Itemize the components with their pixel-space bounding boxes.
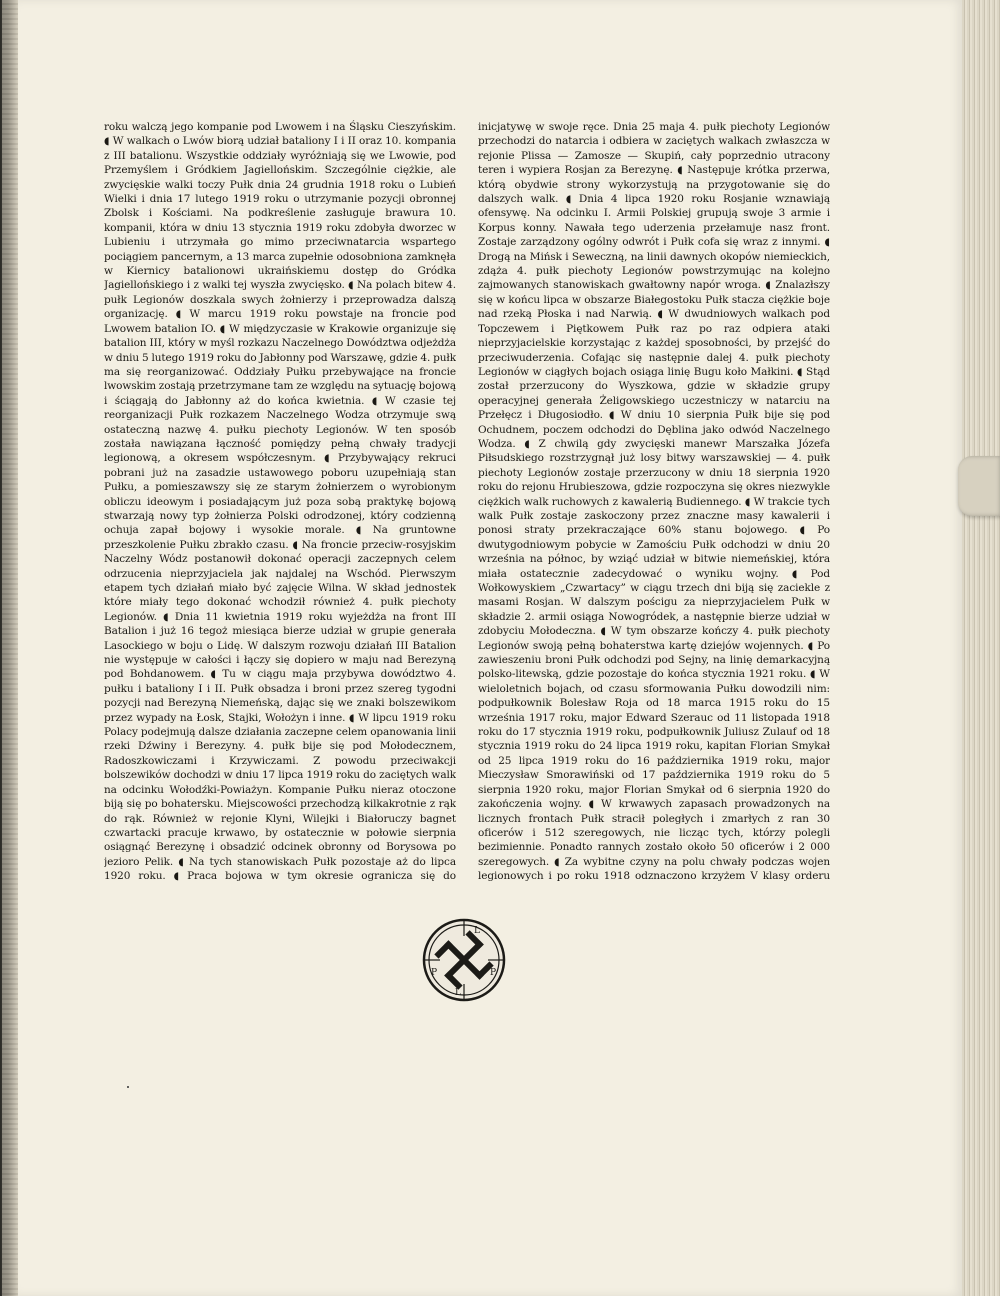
page-speck xyxy=(127,1086,129,1088)
text-column-right: inicjatywę w swoje ręce. Dnia 25 maja 4. pułk piechoty Legionów przechodzi do natarcia i odbiera w zaciętych walkach zwłaszcza w rejonie Plissa — Zamosze — Skupiń, cały poprzednio utracony teren i wypiera Rosjan za Berezynę. ◖ Następuje krótka przerwa, którą obydwie strony wykorzystują na przygotowanie się do dalszych walk. ◖ Dnia 4 lipca 1920 roku Rosjanie wznawiają ofensywę. Na odcinku I. Armii Polskiej grupują swoje 3 armie i Korpus konny. Nawała tego uderzenia przełamuje nasz front. Zostaje zarządzony ogólny odwrót i Pułk cofa się wraz z innymi. ◖ Drogą na Mińsk i Seweczną, na linii dawnych okopów niemieckich, zdąża 4. pułk piechoty Legionów powstrzymując na kolejno zajmowanych stanowiskach gwałtowny napór wroga. ◖ Znalazłszy się w końcu lipca w obszarze Białegostoku Pułk stacza ciężkie boje nad rzeką Płoska i nad Narwią. ◖ W dwudniowych walkach pod Topczewem i Piętkowem Pułk raz po raz odpiera ataki nieprzyjacielskie korzystając z każdej sposobności, by przejść do przeciwuderzenia. Cofając się następnie dalej 4. pułk piechoty Legionów w ciągłych bojach osiąga linię Bugu koło Małkini. ◖ Stąd został przerzucony do Wyszkowa, gdzie w składzie grupy operacyjnej generała Żeligowskiego uczestniczy w natarciu na Przełęcz i Długosiodło. ◖ W dniu 10 sierpnia Pułk bije się pod Ochudnem, poczem odchodzi do Dęblina jako odwód Naczelnego Wodza. ◖ Z chwilą gdy zwycięski manewr Marszałka Józefa Piłsudskiego rozstrzygnął już losy bitwy warszawskiej — 4. pułk piechoty Legionów zostaje przerzucony w dniu 18 sierpnia 1920 roku do rejonu Hrubieszowa, gdzie rozpoczyna się okres niezwykle ciężkich walk ruchowych z kawalerią Budiennego. ◖ W trakcie tych walk Pułk zostaje zaskoczony przez znaczne masy kawalerii i ponosi straty przekraczające 60% stanu bojowego. ◖ Po dwutygodniowym pobycie w Zamościu Pułk odchodzi w dniu 20 września na północ, by wziąć udział w bitwie niemeńskiej, która miała ostatecznie zadecydować o wyniku wojny. ◖ Pod Wołkowyskiem „Czwartacy” w ciągu trzech dni biją się zaciekle z masami Rosjan. W dalszym pościgu za nieprzyjacielem Pułk w składzie 2. armii osiąga Nowogródek, a następnie bierze udział w zdobyciu Mołodeczna. ◖ W tym obszarze kończy 4. pułk piechoty Legionów swoją pełną bohaterstwa kartę dziejów wojennych. ◖ Po zawieszeniu broni Pułk odchodzi pod Sejny, na linię demarkacyjną polsko-litewską, gdzie pozostaje do końca stycznia 1921 roku. ◖ W wieloletnich bojach, od czasu sformowania Pułku dowodzili nim: podpułkownik Bolesław Roja od 18 marca 1915 roku do 15 września 1917 roku, major Edward Szerauc od 11 listopada 1918 roku do 17 stycznia 1919 roku, podpułkownik Juliusz Zulauf od 18 stycznia 1919 roku do 24 lipca 1919 roku, kapitan Florian Smykał od 25 lipca 1919 roku do 16 października 1919 roku, major Mieczysław Smorawiński od 17 października 1919 roku do 5 sierpnia 1920 roku, major Florian Smykał od 6 sierpnia 1920 do zakończenia wojny. ◖ W krwawych zapasach prowadzonych na licznych frontach Pułk stracił poległych i zmarłych z ran 30 oficerów i 512 szeregowych, nie licząc tych, którzy polegli bezimiennie. Ponadto rannych zostało około 50 oficerów i 2 000 szeregowych. ◖ Za wybitne czyny na polu chwały podczas wojen legionowych i po roku 1918 odznaczono krzyżem V klasy orderu xyxy=(478,121,830,882)
text-column-left: roku walczą jego kompanie pod Lwowem i na Śląsku Cieszyńskim. ◖ W walkach o Lwów biorą udział bataliony I i II oraz 10. kompania z III batalionu. Wszystkie oddziały wyróżniają się we Lwowie, pod Przemyślem i Gródkiem Jagiellońskim. Szczególnie ciężkie, ale zwycięskie walki toczy Pułk dnia 24 grudnia 1918 roku o Lubień Wielki i dnia 17 lutego 1919 roku o utrzymanie pozycji obronnej Zbolsk i Kościami. Na podkreślenie zasługuje brawura 10. kompanii, która w dniu 13 stycznia 1919 roku zdobyła dworzec w Lubieniu i utrzymała go mimo przeciwnatarcia wspartego pociągiem pancernym, a 13 marca zupełnie odosobniona zamknęła w Kiernicy batalionowi ukraińskiemu dostęp do Gródka Jagiellońskiego i z walki tej wyszła zwycięsko. ◖ Na polach bitew 4. pułk Legionów doszkala swych żołnierzy i przeprowadza dalszą organizację. ◖ W marcu 1919 roku powstaje na froncie pod Lwowem batalion IO. ◖ W międzyczasie w Krakowie organizuje się batalion III, który w myśl rozkazu Naczelnego Dowództwa odjeżdża w dniu 5 lutego 1919 roku do Jabłonny pod Warszawę, gdzie 4. pułk ma się reorganizować. Oddziały Pułku przebywające na froncie lwowskim zostają przetrzymane tam ze względu na sytuację bojową i ściągają do Jabłonny aż do końca kwietnia. ◖ W czasie tej reorganizacji Pułk rozkazem Naczelnego Wodza otrzymuje swą ostateczną nazwę 4. pułku piechoty Legionów. W ten sposób została nawiązana łączność pomiędzy pełną chwały tradycji legionową, a okresem współczesnym. ◖ Przybywający rekruci pobrani już na zasadzie ustawowego poboru uzupełniają stan Pułku, a pomieszawszy się ze starym żołnierzem o wyrobionym obliczu ideowym i posiadającym już poza sobą praktykę bojową stwarzają nowy typ żołnierza Polski odrodzonej, który codzienną ochuja zapał bojowy i wysokie morale. ◖ Na gruntowne przeszkolenie Pułku zbrakło czasu. ◖ Na froncie przeciw-rosyjskim Naczelny Wódz postanowił dokonać operacji zaczepnych celem odrzucenia nieprzyjaciela jak najdalej na Wschód. Pierwszym etapem tych działań miało być zajęcie Wilna. W skład jednostek które miały tego dokonać wchodził również 4. pułk piechoty Legionów. ◖ Dnia 11 kwietnia 1919 roku wyjeżdża na front III Batalion i już 16 tegoż miesiąca bierze udział w grupie generała Lasockiego w boju o Lidę. W dalszym rozwoju działań III Batalion nie występuje w całości i łączy się dopiero w maju nad Berezyną pod Bohdanowem. ◖ Tu w ciągu maja przybywa dowództwo 4. pułku i bataliony I i II. Pułk obsadza i broni przez szereg tygodni pozycji nad Berezyną Niemeńską, dając się we znaki bolszewikom przez wypady na Łosk, Stajki, Wołożyn i inne. ◖ W lipcu 1919 roku Polacy podejmują dalsze działania zaczepne celem opanowania linii rzeki Dźwiny i Berezyny. 4. pułk bije się pod Mołodecznem, Radoszkowiczami i Krzywiczami. Z powodu przeciwakcji bolszewików dochodzi w dniu 17 lipca 1919 roku do zaciętych walk na odcinku Wołodźki-Powiażyn. Kompanie Pułku nieraz otoczone biją się po bohatersku. Miejscowości przechodzą kilkakrotnie z rąk do rąk. Również w rejonie Klyni, Wilejki i Białoruczy bagnet czwartacki pracuje krwawo, by ostatecznie w połowie sierpnia osiągnąć Berezynę i obsadzić odcinek obronny od Borysowa po jezioro Pelik. ◖ Na tych stanowiskach Pułk pozostaje aż do lipca 1920 roku. ◖ Praca bojowa w tym okresie ogranicza się do xyxy=(104,121,456,882)
emblem-letter-bottom: L xyxy=(455,988,461,998)
page-stack-edge xyxy=(962,0,1000,1296)
bookmark-tab xyxy=(958,456,1000,516)
adjacent-page-edge xyxy=(2,0,18,1296)
emblem-letter-top: L xyxy=(474,926,480,936)
regiment-emblem xyxy=(422,918,506,1002)
emblem-letter-left: P xyxy=(431,968,438,978)
emblem-letter-right: P xyxy=(490,968,497,978)
